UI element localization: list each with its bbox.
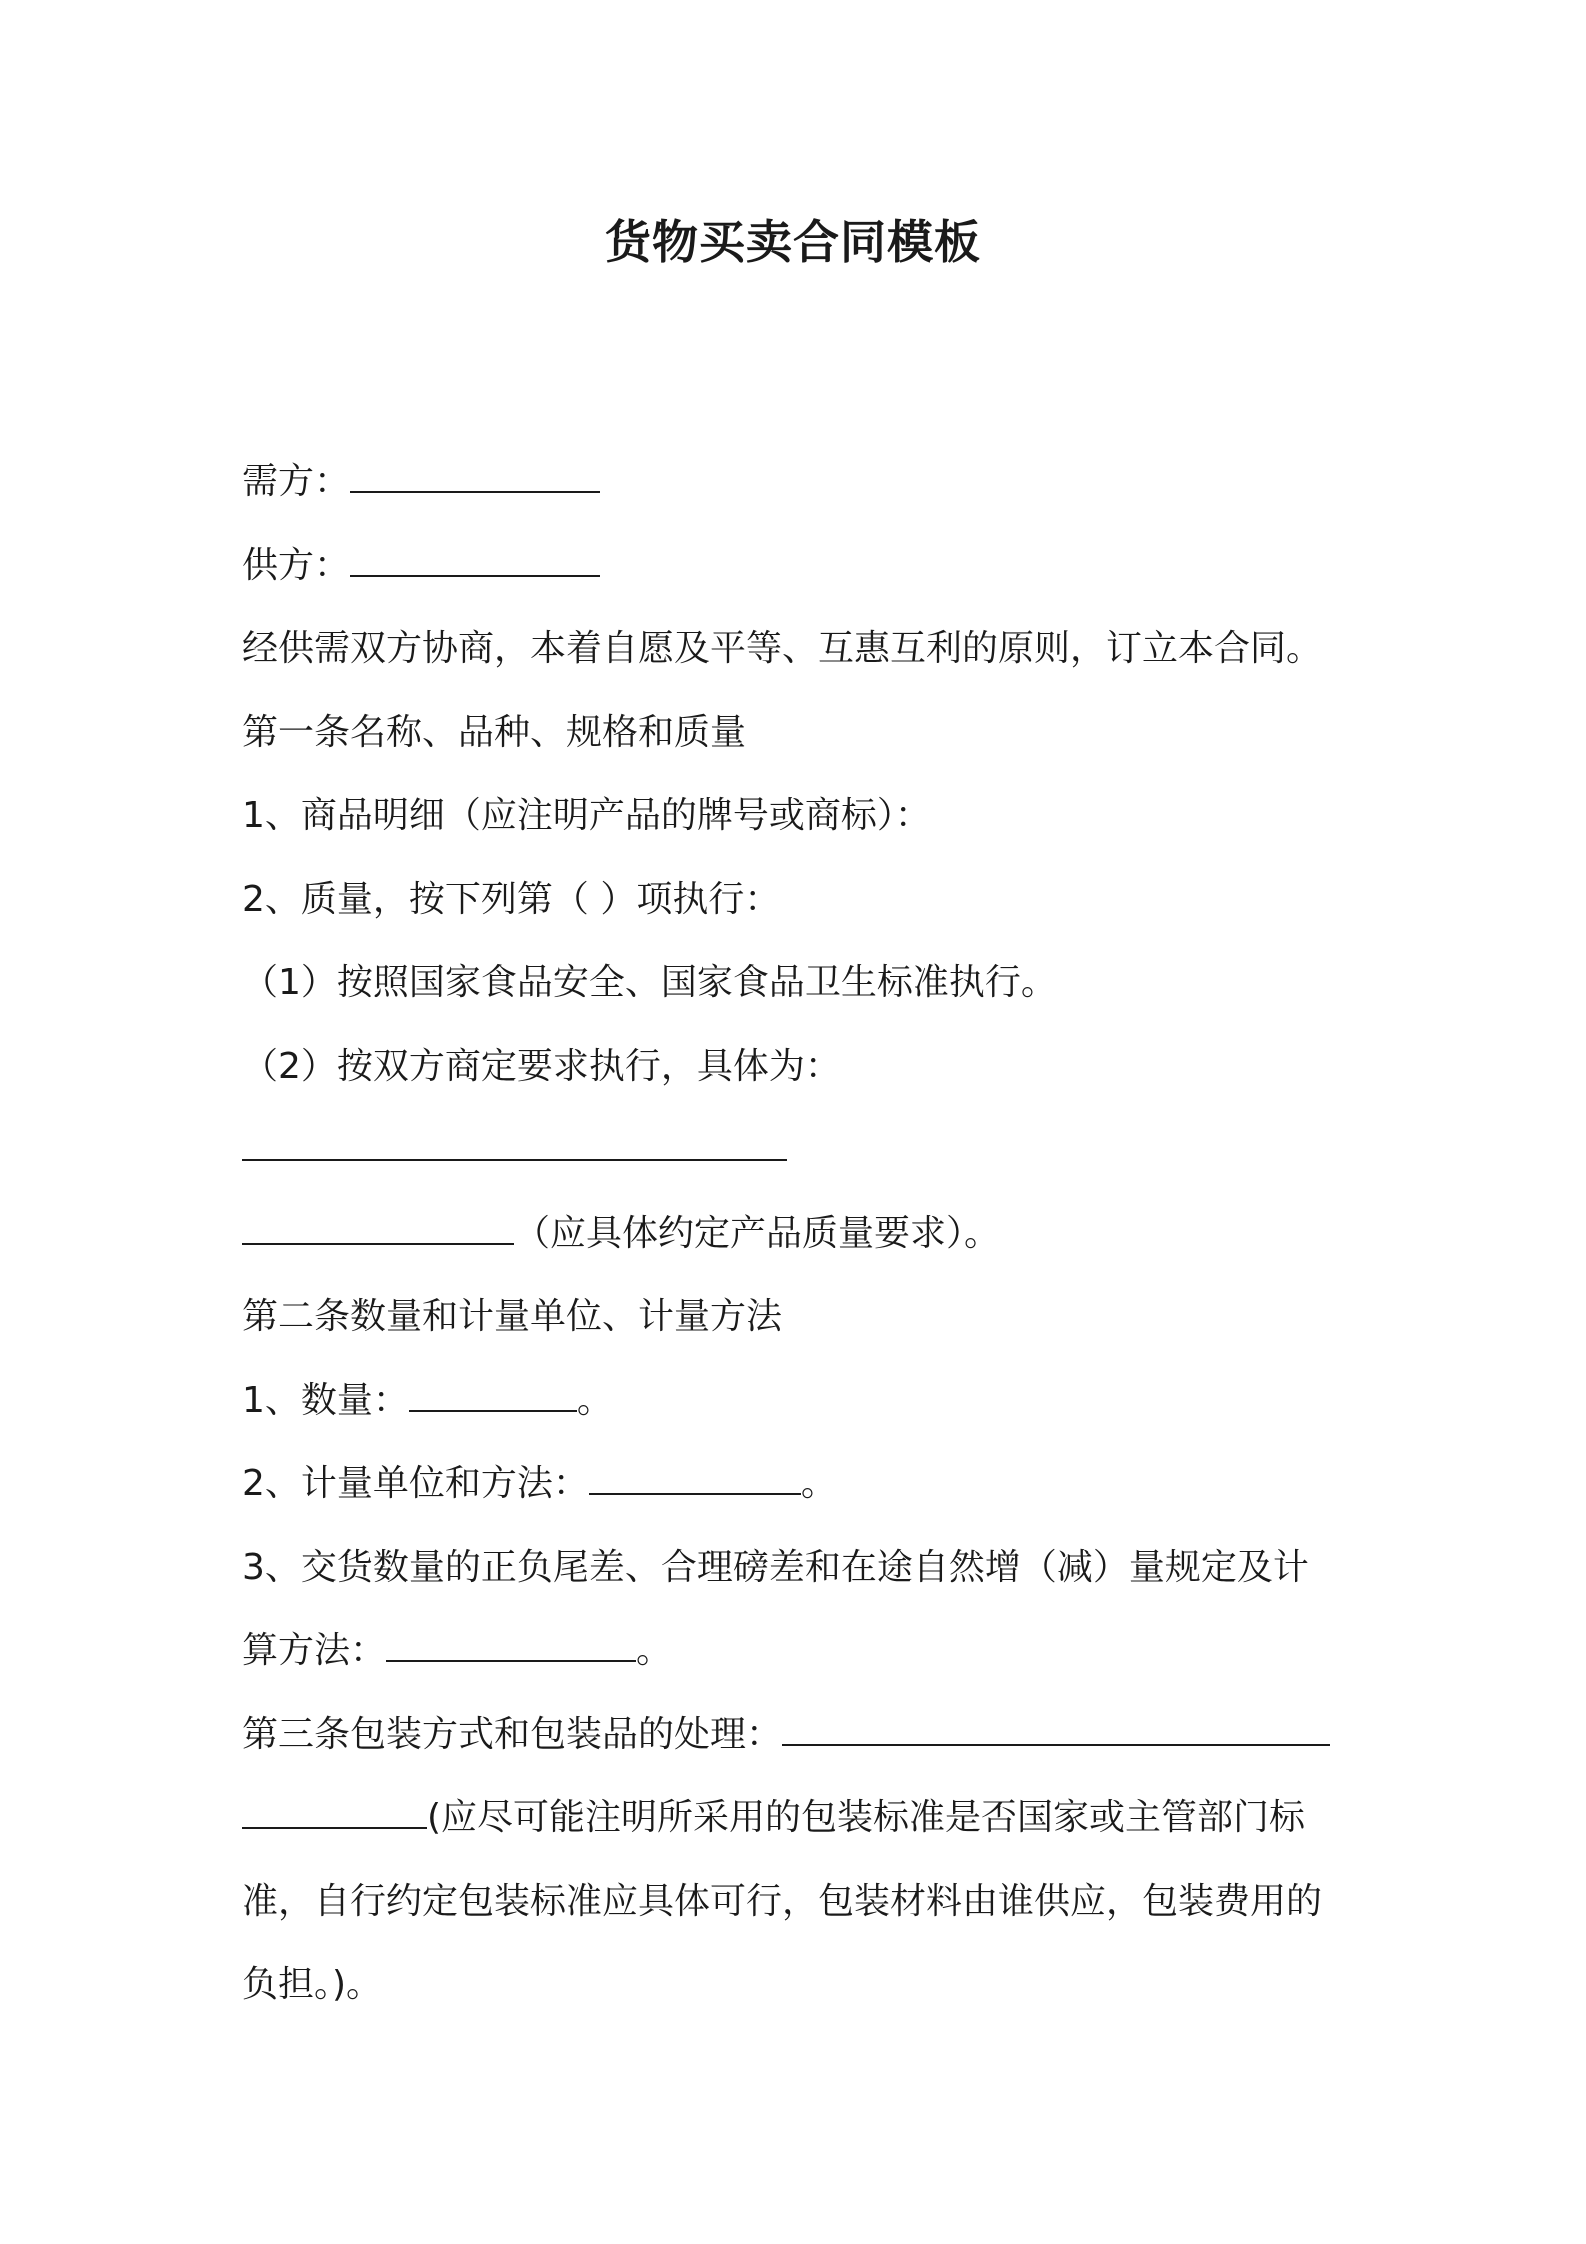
seller-label: 供方： xyxy=(242,544,351,586)
packaging-blank-1 xyxy=(782,1743,1330,1746)
preamble-paragraph: 经供需双方协商，本着自愿及平等、互惠互利的原则，订立本合同。 xyxy=(242,628,1323,669)
article1-option1: （1）按照国家食品安全、国家食品卫生标准执行。 xyxy=(242,962,1057,1003)
quality-blank-line xyxy=(242,1108,1352,1192)
quality-note: （应具体约定产品质量要求）。 xyxy=(514,1212,1001,1254)
article1-heading: 第一条名称、品种、规格和质量 xyxy=(242,711,747,753)
article3-note-line2: 准，自行约定包装标准应具体可行，包装材料由谁供应，包装费用的 xyxy=(242,1880,1323,1922)
article2-item2 xyxy=(242,1442,1352,1526)
article3-heading: 第三条包装方式和包装品的处理： xyxy=(242,1713,783,1755)
unit-method-label: 2、计量单位和方法： xyxy=(242,1463,589,1504)
quantity-blank xyxy=(409,1409,577,1412)
calc-method-end: 。 xyxy=(636,1630,673,1671)
unit-method-blank xyxy=(589,1492,801,1495)
article1-option2: （2）按双方商定要求执行，具体为： xyxy=(242,1045,841,1087)
article2-item3-line2 xyxy=(242,1609,1352,1693)
article2-item3-line1: 3、交货数量的正负尾差、合理磅差和在途自然增（减）量规定及计 xyxy=(242,1546,1309,1588)
document-title: 货物买卖合同模板 xyxy=(605,215,981,269)
quality-blank-1 xyxy=(242,1158,787,1161)
quality-blank-2 xyxy=(242,1242,514,1245)
calc-method-label: 算方法： xyxy=(242,1630,387,1671)
packaging-note-1: (应尽可能注明所采用的包装标准是否国家或主管部门标 xyxy=(427,1797,1306,1838)
quality-note-line xyxy=(242,1192,1352,1276)
article2-item1 xyxy=(242,1359,1352,1443)
article3-note-line1 xyxy=(242,1776,1352,1860)
article1-item2: 2、质量，按下列第（ ）项执行： xyxy=(242,878,781,920)
buyer-line xyxy=(242,440,1352,524)
buyer-label: 需方： xyxy=(242,461,351,502)
contract-body xyxy=(242,440,1352,2027)
article3-note-line3: 负担。)。 xyxy=(242,1964,383,2005)
article3-heading-line xyxy=(242,1693,1352,1777)
article1-item1: 1、商品明细（应注明产品的牌号或商标）： xyxy=(242,795,931,836)
quantity-end: 。 xyxy=(576,1379,613,1421)
calc-method-blank xyxy=(386,1659,636,1662)
article2-heading: 第二条数量和计量单位、计量方法 xyxy=(242,1296,783,1337)
packaging-blank-2 xyxy=(242,1826,427,1829)
seller-line xyxy=(242,524,1352,608)
unit-method-end: 。 xyxy=(800,1463,837,1504)
seller-blank xyxy=(350,574,600,577)
quantity-label: 1、数量： xyxy=(242,1379,409,1421)
buyer-blank xyxy=(350,490,600,493)
